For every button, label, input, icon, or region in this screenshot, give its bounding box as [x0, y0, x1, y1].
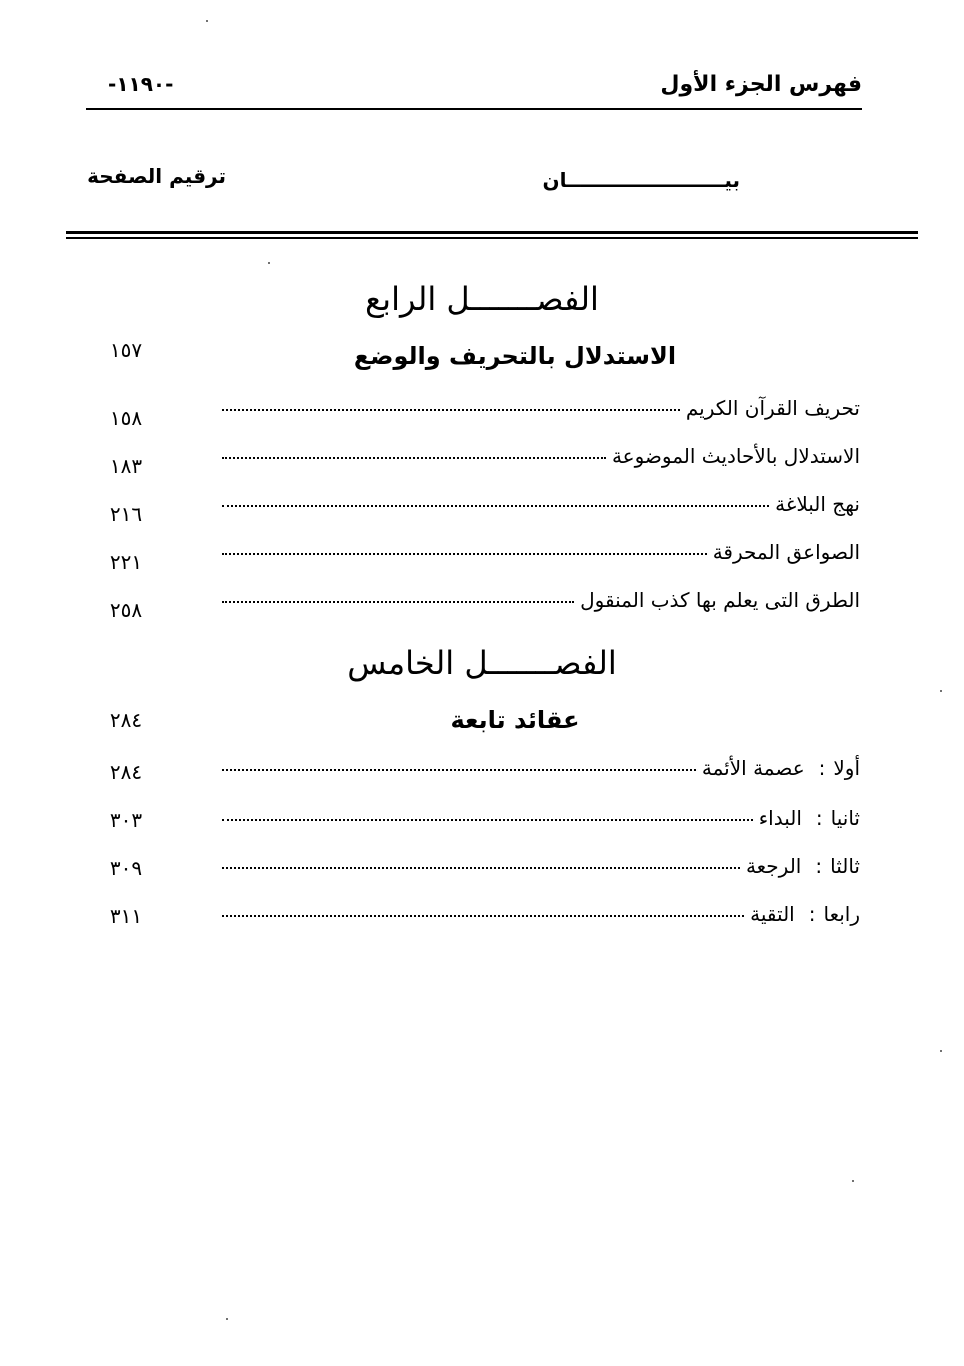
- toc-entry-page: ٢١٦: [109, 502, 143, 526]
- statement-column-heading: بيـــــــــــــــــــــــان: [542, 168, 740, 192]
- toc-entry: [216, 396, 860, 420]
- scan-speck: [940, 690, 942, 692]
- page-column-heading: ترقيم الصفحة: [87, 164, 226, 188]
- toc-entry-label: التقية: [750, 902, 795, 926]
- toc-entry: [216, 492, 860, 516]
- dot-leader: [222, 769, 696, 771]
- toc-entry-colon: :: [815, 854, 823, 878]
- toc-entry: [216, 756, 860, 780]
- dot-leader: [222, 601, 574, 603]
- toc-entry: [216, 588, 860, 612]
- chapter5-title: الفصـــــــل الخامس: [347, 644, 617, 682]
- dot-leader: [222, 457, 606, 459]
- toc-entry: [216, 854, 860, 878]
- scan-speck: [226, 1318, 228, 1320]
- scan-speck: [206, 20, 208, 22]
- chapter4-title: الفصـــــــل الرابع: [365, 280, 599, 318]
- scan-speck: [940, 1050, 942, 1052]
- toc-entry-colon: :: [818, 756, 826, 780]
- toc-entry-page: ٢٥٨: [109, 598, 143, 622]
- dot-leader: [222, 915, 744, 917]
- scan-speck: [852, 1180, 854, 1182]
- dot-leader: [222, 505, 769, 507]
- dot-leader: [222, 867, 740, 869]
- toc-entry-prefix: أولا: [833, 756, 860, 780]
- toc-entry-page: ١٥٨: [109, 406, 143, 430]
- toc-entry-label: الرجعة: [745, 854, 802, 878]
- toc-entry-page: ٢٨٤: [109, 760, 143, 784]
- chapter4-section-title: الاستدلال بالتحريف والوضع: [353, 342, 677, 370]
- toc-entry: [216, 444, 860, 468]
- toc-entry-prefix: ثانيا: [830, 806, 860, 830]
- toc-entry-label: تحريف القرآن الكريم: [685, 396, 860, 420]
- toc-entry: [216, 902, 860, 926]
- page-number: -١١٩٠-: [108, 72, 174, 96]
- toc-entry-label: عصمة الأئمة: [701, 756, 805, 780]
- toc-entry-colon: :: [808, 902, 816, 926]
- toc-entry-label: الاستدلال بالأحاديث الموضوعة: [611, 444, 860, 468]
- toc-entry: [216, 540, 860, 564]
- toc-entry-page: ٢٢١: [109, 550, 143, 574]
- dot-leader: [222, 553, 707, 555]
- chapter4-section-page: ١٥٧: [109, 338, 143, 362]
- toc-entry-label: الطرق التى يعلم بها كذب المنقول: [580, 588, 860, 612]
- toc-entry-page: ٣٠٩: [109, 856, 143, 880]
- scan-speck: [268, 262, 270, 264]
- toc-entry-prefix: رابعا: [823, 902, 860, 926]
- toc-entry-label: الصواعق المحرقة: [712, 540, 860, 564]
- toc-entry-colon: :: [815, 806, 823, 830]
- double-rule-top: [66, 231, 918, 234]
- header-rule: [86, 108, 862, 110]
- chapter5-section-page: ٢٨٤: [109, 708, 143, 732]
- toc-entry-label: البداء: [758, 806, 802, 830]
- double-rule-bottom: [66, 237, 918, 239]
- toc-entry-page: ٣١١: [109, 904, 143, 928]
- dot-leader: [222, 409, 680, 411]
- page-title: فهرس الجزء الأول: [660, 72, 862, 97]
- toc-entry-page: ٣٠٣: [109, 808, 143, 832]
- chapter5-section-title: عقائد تابعة: [450, 706, 580, 734]
- dot-leader: [222, 819, 753, 821]
- toc-entry-prefix: ثالثا: [830, 854, 860, 878]
- toc-entry-label: نهج البلاغة: [775, 492, 860, 516]
- toc-entry-page: ١٨٣: [109, 454, 143, 478]
- toc-entry: [216, 806, 860, 830]
